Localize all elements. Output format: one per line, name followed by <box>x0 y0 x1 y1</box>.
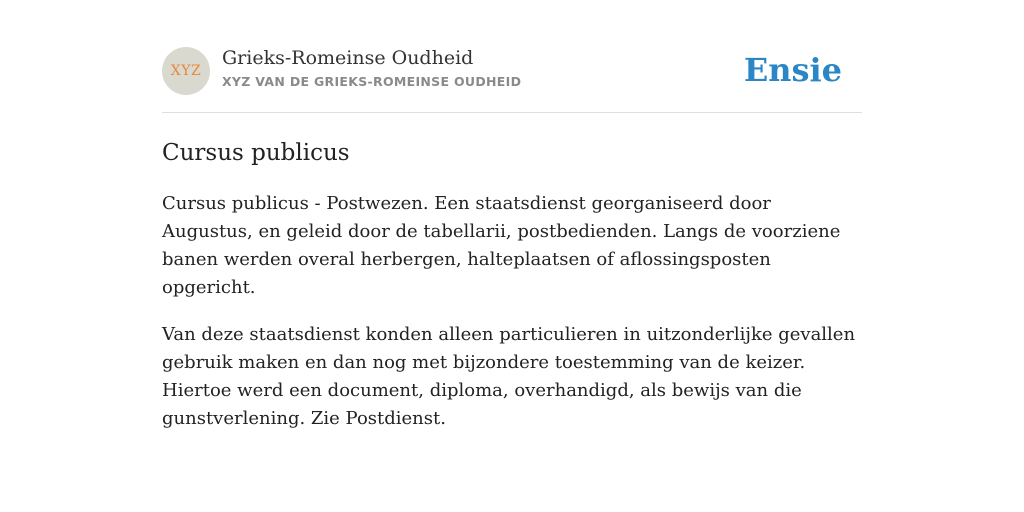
entry-paragraph: Van deze staatsdienst konden alleen particulieren in uitzonderlijke gevallen gebruik maken en dan nog met bijzondere toestemming van de keizer. Hiertoe werd een document, diploma, overhandigd, als bewijs van die gunstverlening. Zie Postdienst. <box>162 324 856 429</box>
source-title[interactable]: Grieks-Romeinse Oudheid <box>222 47 474 69</box>
entry-card <box>162 0 862 429</box>
source-subtitle[interactable]: XYZ VAN DE GRIEKS-ROMEINSE OUDHEID <box>222 74 522 89</box>
source-info <box>222 46 521 90</box>
source-avatar-label: XYZ <box>170 63 202 79</box>
source-avatar[interactable] <box>162 47 210 95</box>
entry-header <box>162 0 862 113</box>
entry-body <box>162 190 862 452</box>
page-title: Cursus publicus <box>162 140 350 166</box>
brand-logo[interactable]: Ensie <box>743 51 842 89</box>
entry-paragraph: Cursus publicus - Postwezen. Een staatsdienst georganiseerd door Augustus, en geleid door de tabellarii, postbedienden. Langs de voorziene banen werden overal herbergen, halteplaatsen of aflossingsposten opgericht. <box>162 193 841 298</box>
